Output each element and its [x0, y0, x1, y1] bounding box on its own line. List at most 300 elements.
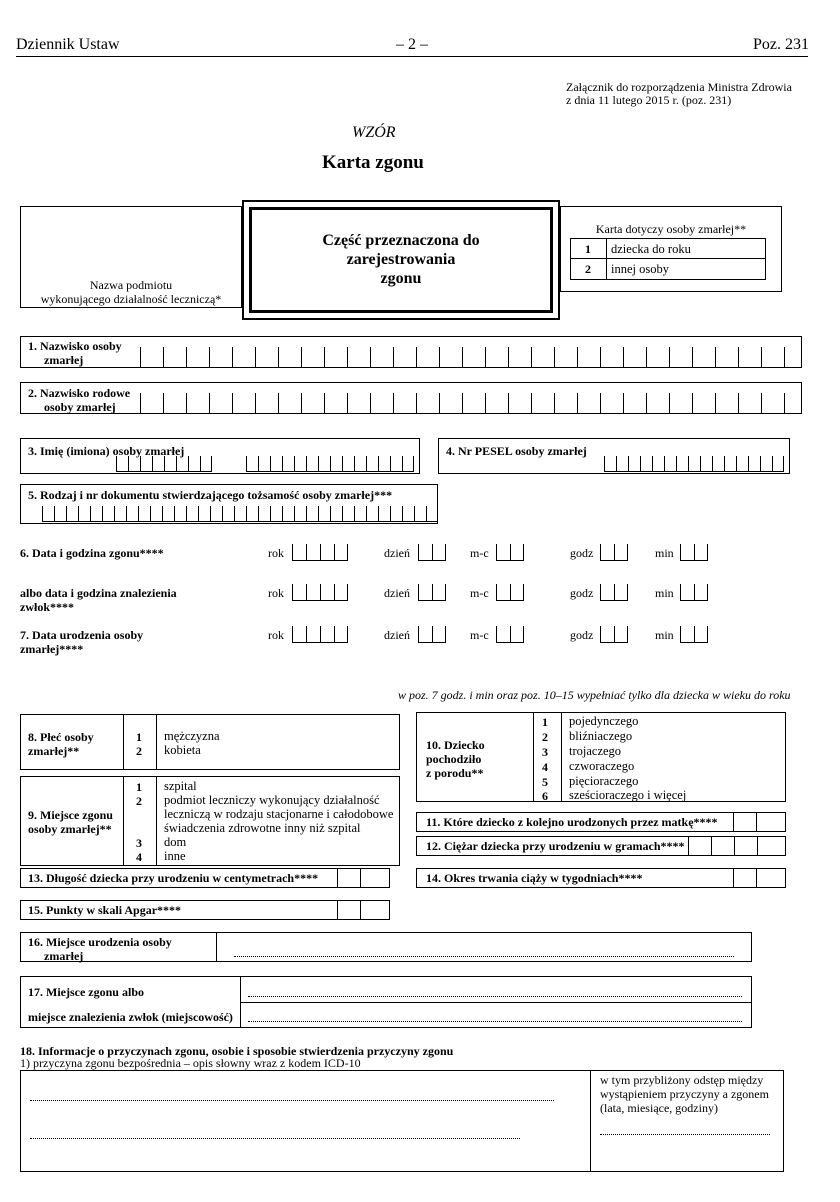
entry-cell[interactable]: [748, 456, 760, 472]
entry-cell[interactable]: [496, 584, 510, 601]
entry-cell[interactable]: [688, 836, 711, 856]
entry-cell[interactable]: [320, 584, 334, 601]
registration-title-3: zgonu: [380, 270, 422, 287]
entry-cell[interactable]: [676, 456, 688, 472]
sex-label-2: zmarłej**: [28, 744, 80, 758]
entry-cell[interactable]: [616, 456, 628, 472]
entry-cell[interactable]: [366, 456, 378, 472]
card-opt-1-num: 1: [585, 242, 591, 256]
entry-cell[interactable]: [334, 584, 348, 601]
death-date-month-cells[interactable]: [496, 544, 524, 561]
apgar-label: 15. Punkty w skali Apgar****: [28, 903, 182, 917]
entry-cell[interactable]: [761, 347, 784, 367]
entry-cell[interactable]: [733, 868, 756, 888]
death-place-opt-1-num: 1: [136, 780, 142, 794]
cause-divider: [590, 1070, 591, 1172]
entry-cell[interactable]: [278, 393, 301, 413]
entry-cell[interactable]: [761, 393, 784, 413]
death-date-hour-cells[interactable]: [600, 544, 628, 561]
registration-title-2: zarejestrowania: [346, 251, 456, 268]
multi-opt-six-plus[interactable]: sześcioraczego i więcej: [569, 788, 687, 802]
entry-cell[interactable]: [255, 347, 278, 367]
entry-cell[interactable]: [600, 626, 614, 643]
card-opt-2-num: 2: [585, 262, 591, 276]
entry-cell[interactable]: [258, 456, 270, 472]
entry-cell[interactable]: [198, 506, 210, 522]
cause-input-1[interactable]: [30, 1100, 554, 1101]
death-place-opt-facility-3: świadczenia zdrowotne inny niż szpital: [164, 821, 361, 835]
entry-cell[interactable]: [209, 347, 232, 367]
birth-place-divider: [216, 932, 217, 962]
entry-cell[interactable]: [554, 393, 577, 413]
birth-order-cells[interactable]: [733, 812, 779, 832]
multi-opt-6-num: 6: [542, 789, 548, 803]
entry-cell[interactable]: [692, 347, 715, 367]
birth-weight-cells[interactable]: [688, 836, 780, 856]
entry-cell[interactable]: [733, 812, 756, 832]
entry-cell[interactable]: [301, 347, 324, 367]
death-place-opt-other[interactable]: inne: [164, 849, 186, 863]
card-options-col: [606, 238, 607, 280]
birth-order-label: 11. Które dziecko z kolejno urodzonych przez matkę****: [426, 815, 718, 829]
death-date-hour-label: godz: [570, 546, 594, 560]
entry-cell[interactable]: [210, 506, 222, 522]
entry-cell[interactable]: [334, 626, 348, 643]
entry-cell[interactable]: [510, 626, 524, 643]
entry-cell[interactable]: [416, 347, 439, 367]
entry-cell[interactable]: [623, 393, 646, 413]
entry-cell[interactable]: [694, 584, 708, 601]
entry-cell[interactable]: [294, 506, 306, 522]
entry-cell[interactable]: [246, 506, 258, 522]
entry-cell[interactable]: [258, 506, 270, 522]
found-date-label-2: zwłok****: [20, 600, 74, 614]
entry-cell[interactable]: [669, 347, 692, 367]
death-place-opt-hospital[interactable]: szpital: [164, 779, 197, 793]
entry-cell[interactable]: [232, 393, 255, 413]
entry-cell[interactable]: [680, 626, 694, 643]
entry-cell[interactable]: [402, 456, 414, 472]
birth-length-cells[interactable]: [337, 868, 383, 888]
entry-cell[interactable]: [306, 584, 320, 601]
first-name-label: 3. Imię (imiona) osoby zmarłej: [28, 444, 185, 458]
entry-cell[interactable]: [669, 393, 692, 413]
entry-cell[interactable]: [485, 347, 508, 367]
pesel-label: 4. Nr PESEL osoby zmarłej: [446, 444, 587, 458]
annex-line-1: Załącznik do rozporządzenia Ministra Zdrowia: [566, 80, 792, 94]
birth-date-day-cells[interactable]: [418, 626, 446, 643]
entry-cell[interactable]: [738, 347, 761, 367]
multi-opt-4-num: 4: [542, 760, 548, 774]
death-place-input[interactable]: [248, 996, 742, 997]
birth-date-minute-cells[interactable]: [680, 626, 708, 643]
birth-multiplicity-label-2: pochodziło: [426, 752, 482, 766]
entry-cell[interactable]: [680, 544, 694, 561]
birth-multiplicity-col-2: [561, 712, 562, 802]
entry-cell[interactable]: [418, 584, 432, 601]
cause-input-2[interactable]: [30, 1138, 520, 1139]
entry-cell[interactable]: [390, 456, 402, 472]
entry-cell[interactable]: [694, 626, 708, 643]
entry-cell[interactable]: [734, 836, 757, 856]
entry-cell[interactable]: [186, 393, 209, 413]
entry-cell[interactable]: [614, 544, 628, 561]
entry-cell[interactable]: [680, 584, 694, 601]
entry-cell[interactable]: [614, 584, 628, 601]
birth-multiplicity-label-1: 10. Dziecko: [426, 738, 485, 752]
entry-cell[interactable]: [510, 544, 524, 561]
entry-cell[interactable]: [462, 393, 485, 413]
entry-cell[interactable]: [337, 900, 360, 920]
entry-cell[interactable]: [163, 347, 186, 367]
maiden-name-label-2: osoby zmarłej: [44, 400, 116, 414]
page-number: – 2 –: [396, 36, 428, 53]
entry-cell[interactable]: [485, 393, 508, 413]
entry-cell[interactable]: [600, 544, 614, 561]
entry-cell[interactable]: [715, 393, 738, 413]
multi-opt-quintuplets[interactable]: pięcioraczego: [569, 774, 639, 788]
birth-date-minute-label: min: [655, 628, 674, 642]
entry-cell[interactable]: [176, 456, 188, 472]
birth-date-year-label: rok: [268, 628, 284, 642]
found-date-day-cells[interactable]: [418, 584, 446, 601]
maiden-name-label-1: 2. Nazwisko rodowe: [28, 386, 131, 400]
entry-cell[interactable]: [646, 347, 669, 367]
entry-cell[interactable]: [318, 456, 330, 472]
entry-cell[interactable]: [370, 347, 393, 367]
entry-cell[interactable]: [360, 868, 383, 888]
entry-cell[interactable]: [186, 347, 209, 367]
entry-cell[interactable]: [209, 393, 232, 413]
birth-multiplicity-col-1: [533, 712, 534, 802]
multi-opt-5-num: 5: [542, 775, 548, 789]
entry-cell[interactable]: [508, 347, 531, 367]
death-place-col-1: [123, 776, 124, 866]
entry-cell[interactable]: [128, 456, 140, 472]
sex-label-1: 8. Płeć osoby: [28, 730, 94, 744]
entry-cell[interactable]: [255, 393, 278, 413]
death-locality-label-2: miejsce znalezienia zwłok (miejscowość): [28, 1010, 233, 1024]
entry-cell[interactable]: [116, 456, 128, 472]
id-document-cells[interactable]: [42, 506, 438, 522]
entry-cell[interactable]: [600, 347, 623, 367]
found-date-year-label: rok: [268, 586, 284, 600]
death-date-label: 6. Data i godzina zgonu****: [20, 546, 164, 560]
entry-cell[interactable]: [712, 456, 724, 472]
entry-cell[interactable]: [772, 456, 784, 472]
death-date-minute-cells[interactable]: [680, 544, 708, 561]
entry-cell[interactable]: [694, 544, 708, 561]
multi-opt-triplets[interactable]: trojaczego: [569, 744, 622, 758]
registration-title-1: Część przeznaczona do: [322, 232, 480, 249]
birth-length-label: 13. Długość dziecka przy urodzeniu w centymetrach****: [28, 871, 319, 885]
entry-cell[interactable]: [292, 626, 306, 643]
birth-date-label-1: 7. Data urodzenia osoby: [20, 628, 144, 642]
sex-opt-1-num: 1: [136, 730, 142, 744]
multi-opt-twins[interactable]: bliźniaczego: [569, 729, 633, 743]
gestation-label: 14. Okres trwania ciąży w tygodniach****: [426, 871, 643, 885]
entry-cell[interactable]: [600, 393, 623, 413]
death-date-day-label: dzień: [384, 546, 410, 560]
entry-cell[interactable]: [188, 456, 200, 472]
found-date-month-cells[interactable]: [496, 584, 524, 601]
surname-label-2: zmarłej: [44, 353, 84, 367]
entry-cell[interactable]: [724, 456, 736, 472]
entry-cell[interactable]: [301, 393, 324, 413]
entry-cell[interactable]: [318, 506, 330, 522]
sex-opt-female[interactable]: kobieta: [164, 743, 201, 757]
entry-cell[interactable]: [270, 506, 282, 522]
entry-cell[interactable]: [162, 506, 174, 522]
entry-cell[interactable]: [306, 544, 320, 561]
birth-date-hour-label: godz: [570, 628, 594, 642]
entry-cell[interactable]: [756, 812, 779, 832]
apgar-cells[interactable]: [337, 900, 383, 920]
entry-cell[interactable]: [760, 456, 772, 472]
birth-place-label-1: 16. Miejsce urodzenia osoby: [28, 935, 172, 949]
entry-cell[interactable]: [390, 506, 402, 522]
entry-cell[interactable]: [152, 456, 164, 472]
entry-cell[interactable]: [432, 626, 446, 643]
death-locality-row-divider: [240, 1002, 752, 1003]
entry-cell[interactable]: [711, 836, 734, 856]
entry-cell[interactable]: [163, 393, 186, 413]
entry-cell[interactable]: [756, 868, 779, 888]
entry-cell[interactable]: [282, 506, 294, 522]
death-locality-label-1: 17. Miejsce zgonu albo: [28, 985, 144, 999]
position-number: Poz. 231: [753, 36, 809, 53]
entry-cell[interactable]: [320, 544, 334, 561]
surname-cells[interactable]: [140, 347, 807, 367]
entry-cell[interactable]: [174, 506, 186, 522]
entry-cell[interactable]: [102, 506, 114, 522]
entry-cell[interactable]: [164, 456, 176, 472]
entry-cell[interactable]: [292, 584, 306, 601]
entry-cell[interactable]: [306, 456, 318, 472]
first-name-cells-2[interactable]: [246, 456, 414, 472]
birth-date-year-cells[interactable]: [292, 626, 348, 643]
entry-cell[interactable]: [324, 393, 347, 413]
multi-opt-single[interactable]: pojedynczego: [569, 714, 639, 728]
pesel-cells[interactable]: [604, 456, 784, 472]
entry-cell[interactable]: [700, 456, 712, 472]
entry-cell[interactable]: [140, 393, 163, 413]
entry-cell[interactable]: [600, 584, 614, 601]
birth-date-hour-cells[interactable]: [600, 626, 628, 643]
entry-cell[interactable]: [510, 584, 524, 601]
entry-cell[interactable]: [554, 347, 577, 367]
entry-cell[interactable]: [426, 506, 438, 522]
birth-date-month-label: m-c: [470, 628, 489, 642]
card-opt-1-child[interactable]: dziecka do roku: [611, 242, 691, 256]
entry-cell[interactable]: [246, 456, 258, 472]
entry-cell[interactable]: [496, 544, 510, 561]
found-date-hour-cells[interactable]: [600, 584, 628, 601]
entry-cell[interactable]: [439, 347, 462, 367]
birth-weight-label: 12. Ciężar dziecka przy urodzeniu w gramach****: [426, 839, 685, 853]
entry-cell[interactable]: [715, 347, 738, 367]
sex-col-1: [123, 714, 124, 770]
death-place-label-2: osoby zmarłej**: [28, 822, 112, 836]
cause-section-title: 18. Informacje o przyczynach zgonu, osobie i sposobie stwierdzenia przyczyny zgonu: [20, 1044, 454, 1058]
journal-name: Dziennik Ustaw: [16, 36, 120, 53]
found-date-minute-cells[interactable]: [680, 584, 708, 601]
entry-cell[interactable]: [114, 506, 126, 522]
death-place-opt-2-num: 2: [136, 794, 142, 808]
entry-cell[interactable]: [324, 347, 347, 367]
entry-cell[interactable]: [200, 456, 212, 472]
multi-opt-1-num: 1: [542, 715, 548, 729]
entry-cell[interactable]: [692, 393, 715, 413]
birth-place-label-2: zmarłej: [44, 949, 84, 963]
entry-cell[interactable]: [531, 347, 554, 367]
entry-cell[interactable]: [688, 456, 700, 472]
entry-cell[interactable]: [54, 506, 66, 522]
entry-cell[interactable]: [66, 506, 78, 522]
entry-cell[interactable]: [664, 456, 676, 472]
sex-opt-male[interactable]: mężczyzna: [164, 729, 220, 743]
entry-cell[interactable]: [418, 544, 432, 561]
entry-cell[interactable]: [604, 456, 616, 472]
found-date-year-cells[interactable]: [292, 584, 348, 601]
entry-cell[interactable]: [416, 393, 439, 413]
card-opt-2-other[interactable]: innej osoby: [611, 262, 669, 276]
entry-cell[interactable]: [393, 347, 416, 367]
multi-opt-3-num: 3: [542, 745, 548, 759]
entry-cell[interactable]: [360, 900, 383, 920]
entry-cell[interactable]: [347, 393, 370, 413]
entry-cell[interactable]: [414, 506, 426, 522]
entry-cell[interactable]: [140, 456, 152, 472]
entry-cell[interactable]: [402, 506, 414, 522]
entry-cell[interactable]: [439, 393, 462, 413]
death-place-opt-facility-1[interactable]: podmiot leczniczy wykonujący działalność: [164, 793, 380, 807]
first-name-cells-1[interactable]: [116, 456, 212, 472]
entry-cell[interactable]: [652, 456, 664, 472]
cause-section-sub: 1) przyczyna zgonu bezpośrednia – opis słowny wraz z kodem ICD-10: [20, 1056, 361, 1070]
entry-cell[interactable]: [432, 544, 446, 561]
entry-cell[interactable]: [347, 347, 370, 367]
template-label: WZÓR: [352, 124, 396, 141]
entry-cell[interactable]: [232, 347, 255, 367]
death-date-day-cells[interactable]: [418, 544, 446, 561]
entry-cell[interactable]: [354, 456, 366, 472]
death-date-year-label: rok: [268, 546, 284, 560]
death-place-col-2: [156, 776, 157, 866]
maiden-name-cells[interactable]: [140, 393, 807, 413]
entity-label-1: Nazwa podmiotu: [89, 278, 173, 292]
entry-cell[interactable]: [366, 506, 378, 522]
surname-label-1: 1. Nazwisko osoby: [28, 339, 122, 353]
entry-cell[interactable]: [432, 584, 446, 601]
entry-cell[interactable]: [738, 393, 761, 413]
entry-cell[interactable]: [577, 393, 600, 413]
birth-date-label-2: zmarłej****: [20, 642, 84, 656]
death-date-month-label: m-c: [470, 546, 489, 560]
entry-cell[interactable]: [140, 347, 163, 367]
entry-cell[interactable]: [150, 506, 162, 522]
entry-cell[interactable]: [270, 456, 282, 472]
death-place-opt-facility-2: leczniczą w rodzaju stacjonarne i całodobowe: [164, 807, 394, 821]
found-place-input[interactable]: [248, 1021, 742, 1022]
sex-col-2: [156, 714, 157, 770]
entry-cell[interactable]: [354, 506, 366, 522]
entity-label-2: wykonującego działalność leczniczą*: [40, 292, 222, 306]
entry-cell[interactable]: [614, 626, 628, 643]
entry-cell[interactable]: [378, 456, 390, 472]
entry-cell[interactable]: [784, 393, 807, 413]
entry-cell[interactable]: [292, 544, 306, 561]
entry-cell[interactable]: [278, 347, 301, 367]
birth-place-input[interactable]: [234, 956, 734, 957]
entry-cell[interactable]: [393, 393, 416, 413]
entry-cell[interactable]: [306, 626, 320, 643]
entry-cell[interactable]: [496, 626, 510, 643]
entry-cell[interactable]: [378, 506, 390, 522]
found-date-hour-label: godz: [570, 586, 594, 600]
entry-cell[interactable]: [640, 456, 652, 472]
entry-cell[interactable]: [418, 626, 432, 643]
entry-cell[interactable]: [320, 626, 334, 643]
entry-cell[interactable]: [342, 456, 354, 472]
entry-cell[interactable]: [282, 456, 294, 472]
death-date-minute-label: min: [655, 546, 674, 560]
entry-cell[interactable]: [90, 506, 102, 522]
entry-cell[interactable]: [334, 544, 348, 561]
entry-cell[interactable]: [462, 347, 485, 367]
entry-cell[interactable]: [330, 456, 342, 472]
multi-opt-quadruplets[interactable]: czworaczego: [569, 759, 635, 773]
birth-date-day-label: dzień: [384, 628, 410, 642]
death-place-opt-home[interactable]: dom: [164, 835, 187, 849]
entry-cell[interactable]: [294, 456, 306, 472]
entry-cell[interactable]: [531, 393, 554, 413]
entry-cell[interactable]: [138, 506, 150, 522]
entry-cell[interactable]: [126, 506, 138, 522]
found-date-minute-label: min: [655, 586, 674, 600]
entry-cell[interactable]: [577, 347, 600, 367]
entry-cell[interactable]: [306, 506, 318, 522]
death-date-year-cells[interactable]: [292, 544, 348, 561]
card-concerns-label: Karta dotyczy osoby zmarłej**: [595, 222, 747, 236]
card-options-divider: [570, 258, 766, 259]
entry-cell[interactable]: [736, 456, 748, 472]
found-date-day-label: dzień: [384, 586, 410, 600]
birth-date-month-cells[interactable]: [496, 626, 524, 643]
entry-cell[interactable]: [646, 393, 669, 413]
entry-cell[interactable]: [342, 506, 354, 522]
entry-cell[interactable]: [42, 506, 54, 522]
entry-cell[interactable]: [784, 347, 807, 367]
entry-cell[interactable]: [330, 506, 342, 522]
entry-cell[interactable]: [222, 506, 234, 522]
entry-cell[interactable]: [234, 506, 246, 522]
interval-input[interactable]: [600, 1134, 770, 1135]
entry-cell[interactable]: [508, 393, 531, 413]
birth-multiplicity-label-3: z porodu**: [426, 766, 484, 780]
entry-cell[interactable]: [370, 393, 393, 413]
entry-cell[interactable]: [78, 506, 90, 522]
entry-cell[interactable]: [623, 347, 646, 367]
entry-cell[interactable]: [757, 836, 780, 856]
entry-cell[interactable]: [337, 868, 360, 888]
interval-label-2: wystąpieniem przyczyny a zgonem: [600, 1087, 769, 1101]
form-title: Karta zgonu: [322, 152, 424, 173]
entry-cell[interactable]: [186, 506, 198, 522]
entry-cell[interactable]: [628, 456, 640, 472]
id-document-label: 5. Rodzaj i nr dokumentu stwierdzającego tożsamość osoby zmarłej***: [28, 488, 393, 502]
gestation-cells[interactable]: [733, 868, 779, 888]
